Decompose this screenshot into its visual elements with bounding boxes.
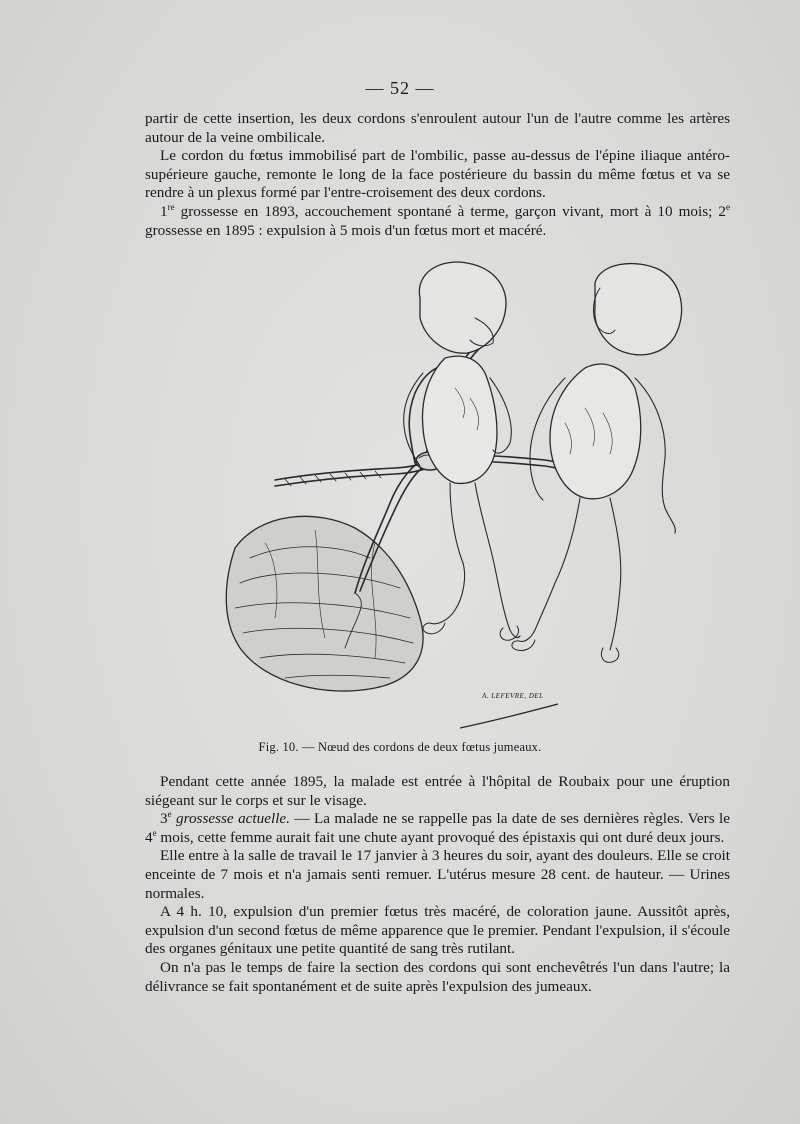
paragraph-text: mois, cette femme aurait fait une chute ayant provoqué des épistaxis qui ont duré deux jours. <box>156 828 725 846</box>
engraving-drawing <box>205 258 695 738</box>
paragraph-text: grossesse en 1893, accouchement spontané à terme, garçon vivant, mort à 10 mois; <box>174 202 719 220</box>
ordinal-suffix: e <box>152 827 157 838</box>
artist-signature <box>458 692 568 732</box>
page-number: — 52 — <box>365 78 435 98</box>
paragraph-text: grossesse en 1895 : expulsion à 5 mois d'un fœtus mort et macéré. <box>145 221 547 239</box>
paragraph: A 4 h. 10, expulsion d'un premier fœtus très macéré, de coloration jaune. Aussitôt après, expulsion d'un second fœtus de même apparence que le premier. Pendant l'expulsion, il s'écoule des organes génitaux une petite quantité de sang très rutilant. <box>145 903 730 958</box>
paragraph: Le cordon du fœtus immobilisé part de l'ombilic, passe au-dessus de l'épine iliaque antéro-supérieure gauche, remonte le long de la face postérieure du bassin du même fœtus et va se rendre à un plexus formé par l'entre-croisement des deux cordons. <box>145 147 730 202</box>
ordinal-number: 1 <box>160 202 168 220</box>
paragraph: Elle entre à la salle de travail le 17 janvier à 3 heures du soir, ayant des douleurs. Elle se croit enceinte de 7 mois et n'a jamais senti remuer. L'utérus mesure 28 cent. de hauteur. — Urines normales. <box>145 847 730 902</box>
paragraph <box>145 203 730 240</box>
bottom-text-block <box>145 773 730 996</box>
paragraph: Pendant cette année 1895, la malade est entrée à l'hôpital de Roubaix pour une éruption siégeant sur le corps et sur le visage. <box>145 773 730 809</box>
right-fetus <box>512 264 682 663</box>
paragraph-text: — La malade ne se rappelle pas la date de ses dernières règles. Vers le <box>289 810 730 828</box>
paragraph: partir de cette insertion, les deux cordons s'enroulent autour l'un de l'autre comme les artères autour de la veine ombilicale. <box>145 110 730 146</box>
paragraph <box>145 810 730 847</box>
ordinal-suffix: e <box>726 201 730 212</box>
paragraph: On n'a pas le temps de faire la section des cordons qui sont enchevêtrés l'un dans l'autre; la délivrance se fait spontanément et de suite après l'expulsion des jumeaux. <box>145 958 730 995</box>
twin-fetuses-illustration <box>205 258 695 738</box>
top-text-block <box>145 110 730 240</box>
figure-caption: Fig. 10. — Nœud des cordons de deux fœtus jumeaux. <box>258 740 542 754</box>
ordinal-suffix: e <box>167 809 172 820</box>
ordinal-number: 3 <box>160 810 168 828</box>
placenta <box>226 516 423 691</box>
left-fetus <box>404 262 520 640</box>
section-heading: grossesse actuelle. <box>171 810 290 828</box>
ordinal-suffix: re <box>167 201 175 212</box>
ordinal-number: 2 <box>718 202 726 220</box>
signature-text: A. LEFEVRE, DEL <box>482 692 544 700</box>
ordinal-number: 4 <box>145 828 153 846</box>
